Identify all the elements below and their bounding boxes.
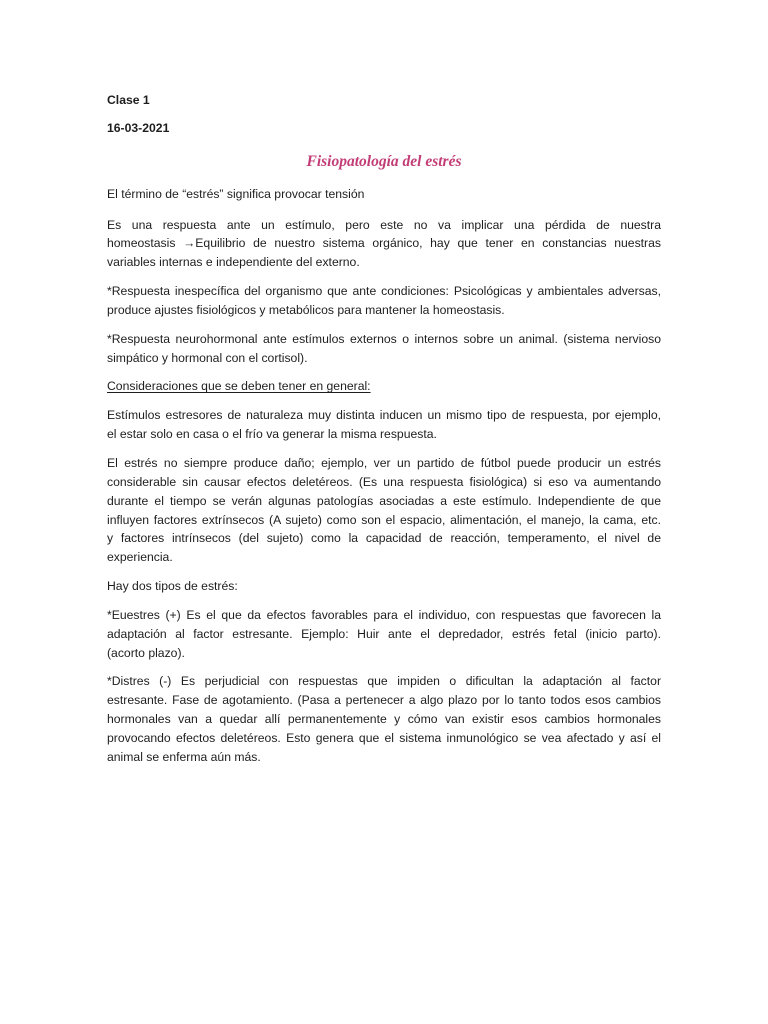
paragraph-line: simpático y hormonal con el cortisol). [107,350,308,365]
paragraph-line: el estar solo en casa o el frío va generar la misma respuesta. [107,427,437,442]
paragraph-line: Estímulos estresores de naturaleza muy distinta inducen un mismo tipo de respuesta, por ejemplo, [107,408,661,423]
considerations-heading [107,377,661,396]
paragraph-line: (acorto plazo). [107,645,185,660]
paragraph-line: influyen factores extrínsecos (A sujeto) como son el espacio, alimentación, el manejo, la cama, etc. [107,512,661,527]
nonspecific-response-paragraph [107,282,661,320]
neurohormonal-response-paragraph [107,330,661,368]
paragraph-line: animal se enferma aún más. [107,750,261,765]
paragraph-line: El término de “estrés” significa provocar tensión [107,186,365,201]
stress-damage-paragraph [107,454,661,567]
distress-paragraph [107,672,661,766]
definition-paragraph [107,216,661,273]
stressors-paragraph [107,406,661,444]
paragraph-line: Hay dos tipos de estrés: [107,579,238,594]
intro-paragraph [107,185,661,204]
class-date: 16-03-2021 [107,120,170,135]
paragraph-line: variables internas e independiente del externo. [107,255,360,270]
paragraph-line: *Respuesta neurohormonal ante estímulos externos o internos sobre un animal. (sistema nervioso [107,331,661,346]
stress-types-heading [107,577,661,596]
paragraph-line: Es una respuesta ante un estímulo, pero este no va implicar una pérdida de nuestra [107,217,661,232]
paragraph-line: experiencia. [107,550,173,565]
paragraph-line: adaptación al factor estresante. Ejemplo: Huir ante el depredador, estrés fetal (inicio parto). [107,626,661,641]
paragraph-line: durante el tiempo se verán algunas patologías asociadas a este estímulo. Independiente de que [107,493,661,508]
paragraph-line: provocando efectos deletéreos. Esto genera que el sistema inmunológico se vea afectado y así el [107,731,661,746]
paragraph-line: *Euestres (+) Es el que da efectos favorables para el individuo, con respuestas que favorecen la [107,607,661,622]
paragraph-line: y factores intrínsecos (del sujeto) como la capacidad de reacción, temperamento, el nivel de [107,531,661,546]
eustress-paragraph [107,606,661,663]
paragraph-line: hormonales van a quedar allí permanentemente y cómo van existir esos cambios hormonales [107,712,661,727]
paragraph-line: *Respuesta inespecífica del organismo que ante condiciones: Psicológicas y ambientales adversas, [107,284,661,299]
underlined-heading: Consideraciones que se deben tener en general: [107,379,371,394]
paragraph-line: *Distres (-) Es perjudicial con respuestas que impiden o dificultan la adaptación al factor [107,674,661,689]
considerations-heading-text [107,377,661,396]
paragraph-line: El estrés no siempre produce daño; ejemplo, ver un partido de fútbol puede producir un estrés [107,455,661,470]
paragraph-line: considerable sin causar efectos deletéreos. (Es una respuesta fisiológica) si eso va aumentando [107,474,661,489]
paragraph-line: homeostasis →Equilibrio de nuestro sistema orgánico, hay que tener en constancias nuestras [107,236,661,251]
document-content [107,91,661,777]
paragraph-line: produce ajustes fisiológicos y metabólicos para mantener la homeostasis. [107,303,505,317]
class-label: Clase 1 [107,92,150,107]
paragraph-line: estresante. Fase de agotamiento. (Pasa a pertenecer a algo plazo por lo tanto todos esos cambios [107,693,661,708]
document-title: Fisiopatología del estrés [306,153,462,171]
